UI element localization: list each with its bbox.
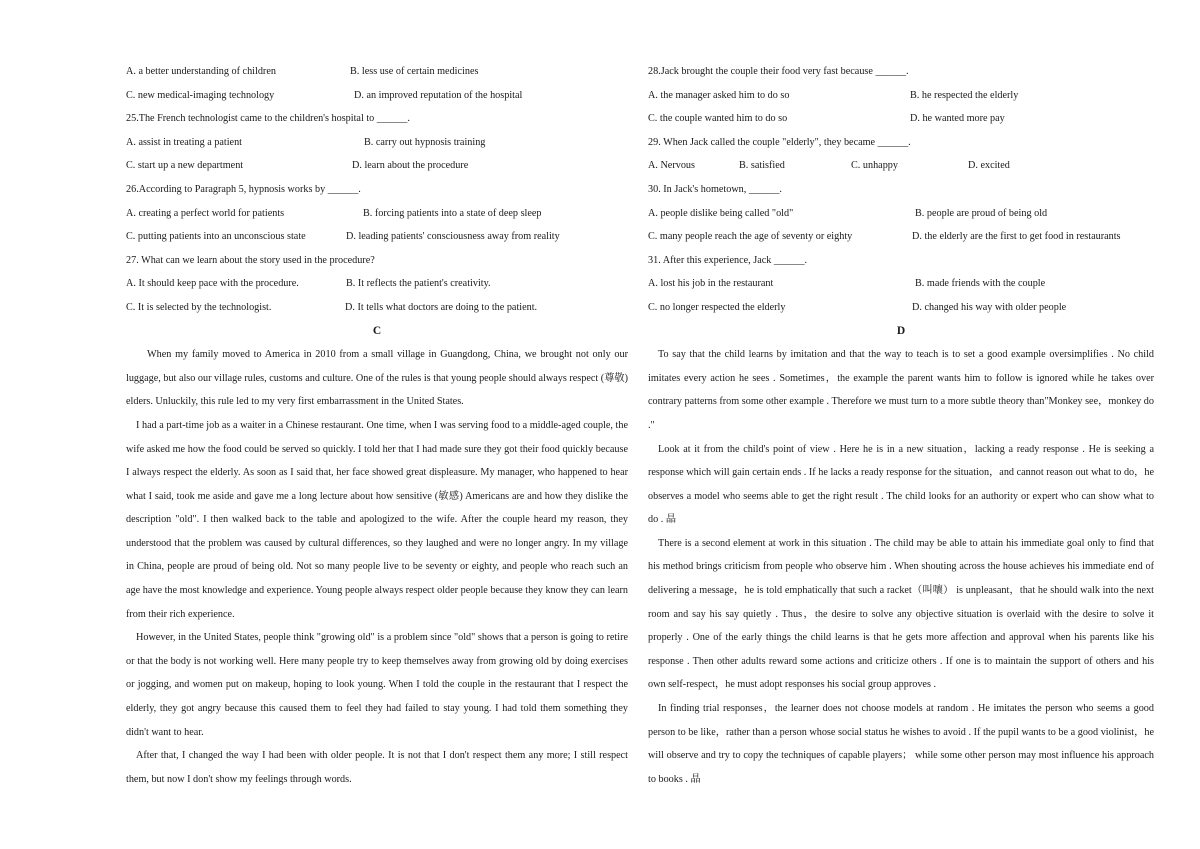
passage-c-paragraph-4: After that, I changed the way I had been with older people. It is not that I don't respect them any more; I still respect them, but now I don't show my feelings through words.	[126, 750, 628, 785]
q27-option-b: B. It reflects the patient's creativity.	[346, 278, 491, 290]
q31-stem: 31. After this experience, Jack ______.	[648, 254, 807, 266]
q26-options-row2	[126, 225, 628, 249]
q27-stem: 27. What can we learn about the story used in the procedure?	[126, 254, 375, 266]
q25-option-d: D. learn about the procedure	[352, 160, 469, 172]
q26-options-row1	[126, 202, 628, 226]
q30-option-b: B. people are proud of being old	[915, 207, 1048, 219]
q31-option-a: A. lost his job in the restaurant	[648, 278, 774, 290]
q30-option-c: C. many people reach the age of seventy or eighty	[648, 231, 853, 243]
q25-option-b: B. carry out hypnosis training	[364, 136, 486, 148]
q24-options-row2	[126, 84, 628, 108]
q24-option-d: D. an improved reputation of the hospital	[354, 89, 523, 101]
q26-option-b: B. forcing patients into a state of deep sleep	[363, 207, 542, 219]
q26-option-a: A. creating a perfect world for patients	[126, 207, 285, 219]
q24-options-row1	[126, 60, 628, 84]
passage-d-paragraph-1: To say that the child learns by imitation and that the way to teach is to set a good example oversimplifies . No child imitates every action he sees . Sometimes，the example the parent wants him to follow is ignored while he takes over contrary patterns from some other example . Therefore we must turn to a more subtle theory than"Monkey see，monkey do ."	[648, 349, 1154, 431]
q28-option-c: C. the couple wanted him to do so	[648, 113, 788, 125]
q28-stem: 28.Jack brought the couple their food very fast because ______.	[648, 66, 909, 77]
q29-option-a: A. Nervous	[648, 160, 695, 172]
q28-options-row2	[648, 107, 1154, 131]
q29-option-d: D. excited	[968, 160, 1010, 172]
q25-options-row2	[126, 154, 628, 178]
q31-option-b: B. made friends with the couple	[915, 278, 1046, 290]
q28-option-d: D. he wanted more pay	[910, 113, 1005, 125]
q30-option-a: A. people dislike being called "old"	[648, 207, 794, 219]
q24-option-b: B. less use of certain medicines	[350, 66, 479, 77]
q28-option-a: A. the manager asked him to do so	[648, 89, 790, 101]
q31-options-row2	[648, 296, 1154, 320]
left-column	[126, 60, 628, 791]
q30-stem: 30. In Jack's hometown, ______.	[648, 183, 782, 195]
q28-option-b: B. he respected the elderly	[910, 89, 1019, 101]
passage-c-paragraph-2: I had a part-time job as a waiter in a Chinese restaurant. One time, when I was serving food to a middle-aged couple, the wife asked me how the food could be served so quickly. I told her that I had made sure they got their food quickly because I always respect the elderly. As soon as I said that, her face showed great displeasure. My manager, who happened to hear what I said, took me aside and gave me a long lecture about how sensitive (敏感) Americans are and how they dislike the description "old". I then walked back to the table and apologized to the wife. After the couple heard my reason, they understood that the problem was caused by cultural differences, so they laughed and were no longer angry. In my village in China, people are proud of being old. Not so many people live to be seventy or eighty, and people who reach such an age have the most knowledge and experience. Young people always respect older people because they know they can learn from their rich experience.	[126, 419, 628, 620]
q26-option-c: C. putting patients into an unconscious state	[126, 231, 306, 243]
q24-option-c: C. new medical-imaging technology	[126, 89, 275, 101]
q27-option-c: C. It is selected by the technologist.	[126, 301, 272, 313]
q25-option-a: A. assist in treating a patient	[126, 136, 242, 148]
passage-c-paragraph-3: However, in the United States, people think "growing old" is a problem since "old" shows that a person is going to retire or that the body is not working well. Here many people try to keep themselves away from growing old by doing exercises or jogging, and women put on makeup, hoping to look young. When I told the couple in the restaurant that I respect the elderly, they got angry because this caused them to feel they had failed to stay young. I had told them something they didn't want to hear.	[126, 632, 628, 738]
q24-option-a: A. a better understanding of children	[126, 66, 276, 77]
q30-options-row1	[648, 202, 1154, 226]
q29-stem: 29. When Jack called the couple "elderly", they became ______.	[648, 136, 911, 148]
section-d-heading: D	[896, 324, 906, 337]
q27-option-d: D. It tells what doctors are doing to the patient.	[345, 301, 538, 313]
q25-options-row1	[126, 131, 628, 155]
q31-option-d: D. changed his way with older people	[912, 301, 1067, 313]
q27-option-a: A. It should keep pace with the procedure.	[126, 278, 299, 290]
passage-c-paragraph-1: When my family moved to America in 2010 from a small village in Guangdong, China, we brought not only our luggage, but also our village rules, customs and culture. One of the rules is that young people should always respect (尊敬) elders. Unluckily, this rule led to my very first embarrassment in the United States.	[126, 349, 628, 408]
q28-options-row1	[648, 84, 1154, 108]
section-c-heading: C	[372, 324, 382, 337]
q30-option-d: D. the elderly are the first to get food in restaurants	[912, 231, 1121, 243]
q29-option-b: B. satisfied	[739, 160, 785, 172]
q31-options-row1	[648, 272, 1154, 296]
passage-d-paragraph-2: Look at it from the child's point of view . Here he is in a new situation，lacking a ready response . He is seeking a response which will gain certain ends . If he lacks a ready response for the situation，and cannot reason out what to do，he observes a model who seems able to get the right result . The child looks for an authority or expert who can show what to do . 晶	[648, 443, 1154, 526]
q29-option-c: C. unhappy	[851, 160, 898, 172]
passage-d-paragraph-4: In finding trial responses，the learner does not choose models at random . He imitates the person who seems a good person to be like，rather than a person whose social status he wishes to avoid . If the pupil wants to be a good violinist，he will observe and try to copy the techniques of capable players； while some other person may most influence his approach to books . 晶	[648, 703, 1154, 785]
passage-d-paragraph-3: There is a second element at work in this situation . The child may be able to attain his immediate goal only to find that his method brings criticism from people who observe him . When shouting across the house achieves his immediate end of delivering a message，he is told emphatically that such a racket（叫嚷） is unpleasant，that he should walk into the next room and say his say quietly . Thus，the desire to solve any objective situation is overlaid with the desire to solve it properly . One of the early things the child learns is that he gets more affection and approval when his parents like his response . Then other adults reward some actions and criticize others . If one is to maintain the support of others and his own self-respect，he must adopt responses his social group approves .	[648, 537, 1154, 691]
q29-options-row	[648, 154, 1154, 178]
q27-options-row1	[126, 272, 628, 296]
q31-option-c: C. no longer respected the elderly	[648, 301, 786, 313]
q25-option-c: C. start up a new department	[126, 160, 244, 172]
q26-stem: 26.According to Paragraph 5, hypnosis works by ______.	[126, 183, 361, 195]
q27-options-row2	[126, 296, 628, 320]
q30-options-row2	[648, 225, 1154, 249]
right-column	[648, 60, 1154, 791]
q26-option-d: D. leading patients' consciousness away from reality	[346, 231, 560, 243]
q25-stem: 25.The French technologist came to the children's hospital to ______.	[126, 113, 410, 125]
